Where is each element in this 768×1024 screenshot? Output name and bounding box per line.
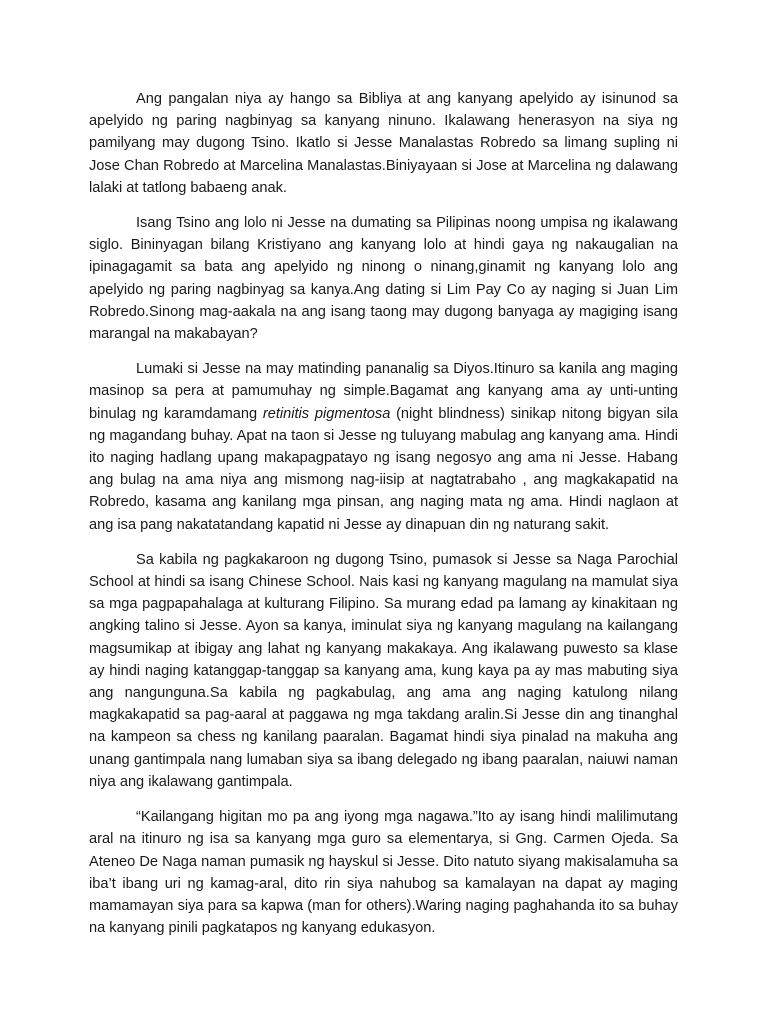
paragraph-3-italic-term: retinitis pigmentosa — [262, 405, 391, 422]
paragraph-5: “Kailangang higitan mo pa ang iyong mga nagawa.”Ito ay isang hindi malilimutang aral na itinuro ng isa sa kanyang mga guro sa elementarya, si Gng. Carmen Ojeda. Sa Ateneo De Naga naman pumasik ng hayskul si Jesse. Dito natuto siyang makisalamuha sa iba’t ibang uri ng kamag-aral, dito rin siya nahubog sa kamalayan na dapat ay maging mamamayan siya para sa kapwa (man for others).Waring naging paghahanda ito sa buhay na kanyang pinili pagkatapos ng kanyang edukasyon. — [89, 809, 678, 937]
paragraph-4: Sa kabila ng pagkakaroon ng dugong Tsino, pumasok si Jesse sa Naga Parochial School at hindi sa isang Chinese School. Nais kasi ng kanyang magulang na mamulat siya sa mga pagpapahalaga at kulturang Filipino. Sa murang edad pa lamang ay kinakitaan ng angking talino si Jesse. Ayon sa kanya, iminulat siya ng kanyang magulang na kailangang magsumikap at ibigay ang lahat ng kanyang makakaya. Ang ikalawang puwesto sa klase ay hindi naging katanggap-tanggap sa kanyang ama, kung kaya pa ay mas mabuting siya ang nangunguna.Sa kabila ng pagkabulag, ang ama ang naging katulong nilang magkakapatid sa pag-aaral at paggawa ng mga takdang aralin.Si Jesse din ang tinanghal na kampeon sa chess ng kanilang paaralan. Bagamat hindi siya pinalad na makuha ang unang gantimpala nang lumaban siya sa ibang delegado ng ibang paaralan, naiuwi naman niya ang ikalawang gantimpala. — [89, 551, 678, 790]
paragraph-2: Isang Tsino ang lolo ni Jesse na dumating sa Pilipinas noong umpisa ng ikalawang siglo. Bininyagan bilang Kristiyano ang kanyang lolo at hindi gaya ng nakaugalian na ipinagagamit sa bata ang apelyido ng ninong o ninang,ginamit ng kanyang lolo ang apelyido ng paring nagbinyag sa kanya.Ang dating si Lim Pay Co ay naging si Juan Lim Robredo.Sinong mag-aakala na ang isang taong may dugong banyaga ay magiging isang marangal na makabayan? — [89, 215, 678, 343]
paragraph-3 — [89, 358, 678, 536]
document-body — [89, 88, 678, 952]
paragraph-1: Ang pangalan niya ay hango sa Bibliya at ang kanyang apelyido ay isinunod sa apelyido ng paring nagbinyag sa kanyang ninuno. Ikalawang henerasyon na siya ng pamilyang may dugong Tsino. Ikatlo si Jesse Manalastas Robredo sa limang supling ni Jose Chan Robredo at Marcelina Manalastas.Biniyayaan si Jose at Marcelina ng dalawang lalaki at tatlong babaeng anak. — [89, 91, 678, 196]
paragraph-3-text-before: Lumaki si Jesse na may matinding pananalig sa Diyos.Itinuro sa kanila ang maging masinop sa pera at pamumuhay ng simple.Bagamat ang kanyang ama ay unti-unting binulag ng karamdamang — [89, 361, 678, 422]
paragraph-3-text-after: (night blindness) sinikap nitong bigyan sila ng magandang buhay. Apat na taon si Jesse ng tuluyang mabulag ang kanyang ama. Hindi ito naging hadlang upang makapagpatayo ng isang negosyo ang ama ni Jesse. Habang ang bulag na ama niya ang mismong nag-iisip at nagtatrabaho , ang magkakapatid na Robredo, kasama ang kanilang mga pinsan, ang naging mata ng ama. Hindi naglaon at ang isa pang nakatatandang kapatid ni Jesse ay dinapuan din ng naturang sakit. — [89, 405, 678, 533]
